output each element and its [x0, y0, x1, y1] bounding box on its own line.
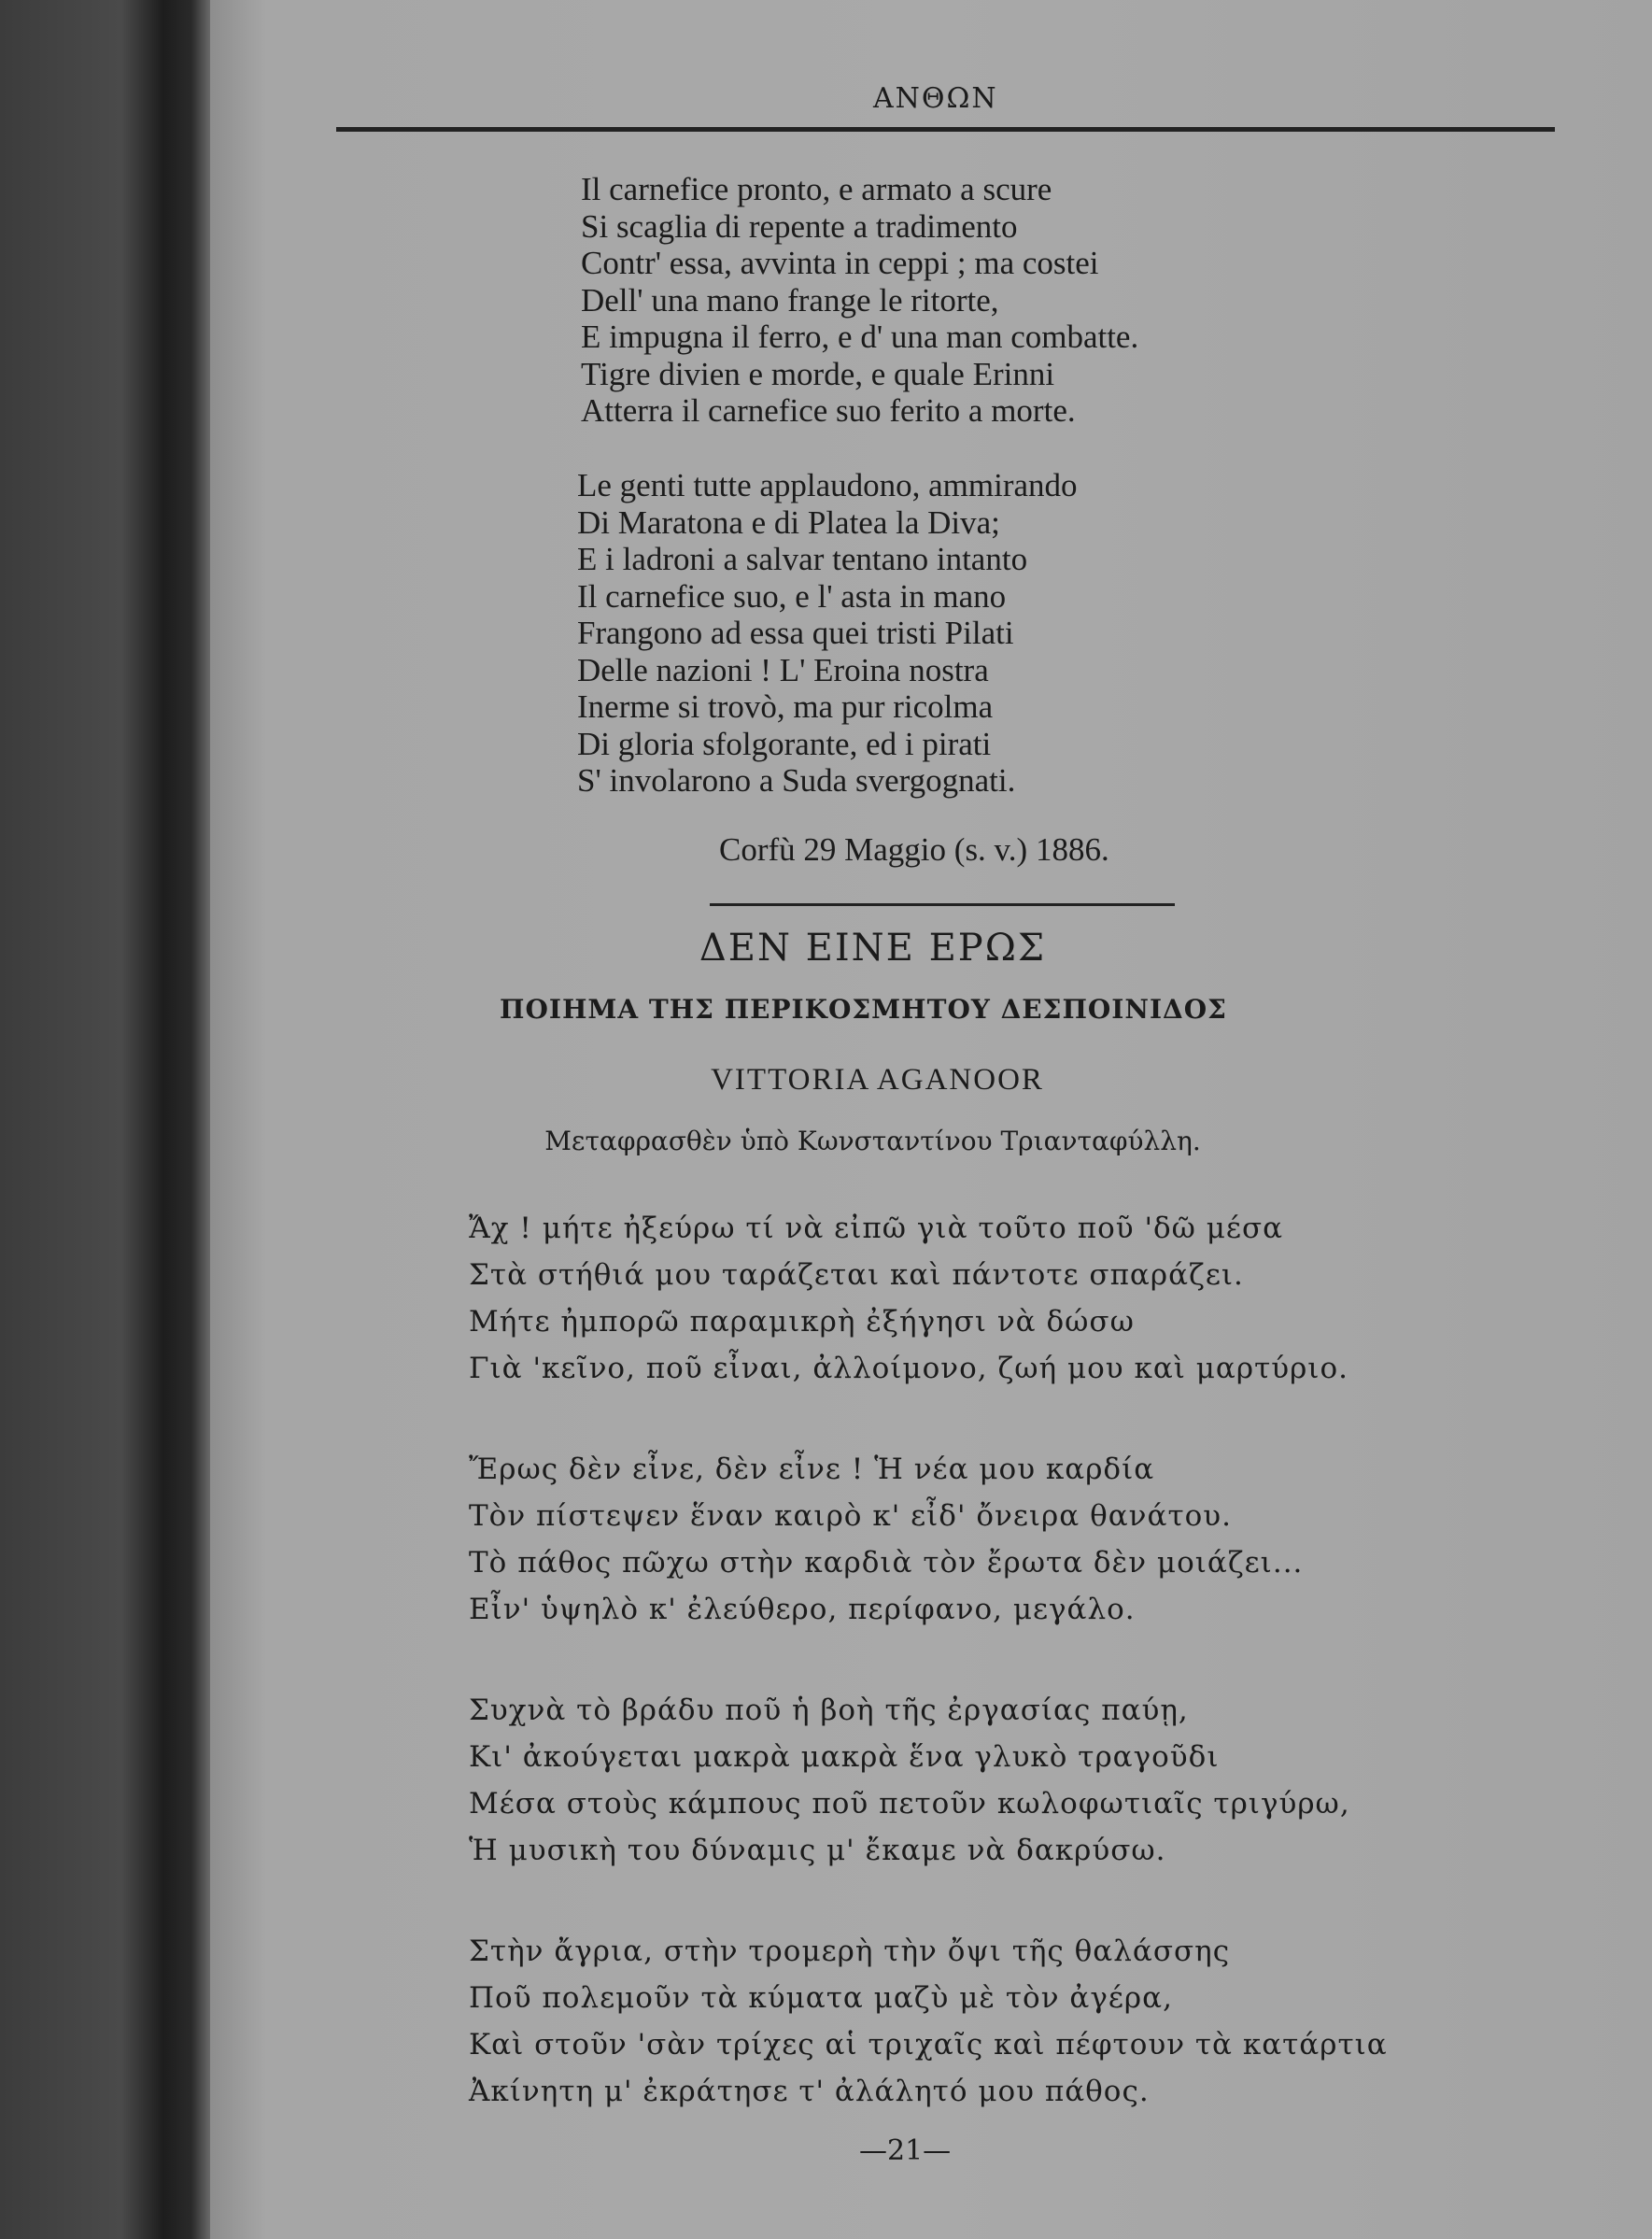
verse-line: Τὸ πάθος πῶχω στὴν καρδιὰ τὸν ἔρωτα δὲν μοιάζει... [469, 1546, 1304, 1580]
verse-line: Atterra il carnefice suo ferito a morte. [581, 392, 1076, 429]
greek-stanza-3 [469, 1687, 1350, 1874]
verse-line: Κι' ἀκούγεται μακρὰ μακρὰ ἕνα γλυκὸ τραγοῦδι [469, 1740, 1220, 1774]
verse-line: Ἀκίνητη μ' ἐκράτησε τ' ἀλάλητό μου πάθος. [469, 2075, 1150, 2108]
verse-line: Καὶ στοῦν 'σὰν τρίχες αἱ τριχαῖς καὶ πέφτουν τὰ κατάρτια [469, 2028, 1388, 2062]
section-divider [710, 903, 1175, 906]
verse-line: Μέσα στοὺς κάμπους ποῦ πετοῦν κωλοφωτιαῖς τριγύρω, [469, 1787, 1350, 1821]
verse-line: Il carnefice pronto, e armato a scure [581, 171, 1052, 207]
verse-line: Dell' una mano frange le ritorte, [581, 281, 999, 319]
italian-stanza-1 [581, 171, 1138, 430]
verse-line: Tigre divien e morde, e quale Erinni [581, 355, 1055, 392]
verse-line: Contr' essa, avvinta in ceppi ; ma costei [581, 245, 1099, 281]
verse-line: Συχνὰ τὸ βράδυ ποῦ ἡ βοὴ τῆς ἐργασίας παύῃ, [469, 1693, 1189, 1727]
verse-line: Il carnefice suo, e l' asta in mano [577, 577, 1007, 615]
verse-line: Inerme si trovò, ma pur ricolma [577, 688, 994, 725]
verse-line: Ἔρως δὲν εἶνε, δὲν εἶνε ! Ἡ νέα μου καρδία [469, 1453, 1155, 1486]
running-title: ΑΝΘΩΝ [873, 82, 998, 115]
verse-line: Τὸν πίστεψεν ἕναν καιρὸ κ' εἶδ' ὄνειρα θανάτου. [469, 1499, 1232, 1533]
dateline: Corfù 29 Maggio (s. v.) 1886. [719, 831, 1109, 868]
verse-line: Στὴν ἄγρια, στὴν τρομερὴ τὴν ὄψι τῆς θαλάσσης [469, 1934, 1231, 1968]
page-number: —21— [859, 2134, 952, 2167]
verse-line: Γιὰ 'κεῖνο, ποῦ εἶναι, ἀλλοίμονο, ζωή μου καὶ μαρτύριο. [469, 1352, 1348, 1385]
verse-line: Εἶν' ὑψηλὸ κ' ἐλεύθερο, περίφανο, μεγάλο. [469, 1593, 1136, 1626]
poem-title: ΔΕΝ ΕΙΝΕ ΕΡΩΣ [699, 927, 1047, 970]
verse-line: Le genti tutte applaudono, ammirando [577, 467, 1078, 503]
verse-line: E i ladroni a salvar tentano intanto [577, 541, 1028, 577]
header-rule [336, 127, 1555, 132]
greek-stanza-4 [469, 1928, 1388, 2115]
poem-subtitle: ΠΟΙΗΜΑ ΤΗΣ ΠΕΡΙΚΟΣΜΗΤΟΥ ΔΕΣΠΟΙΝΙΔΟΣ [500, 994, 1227, 1025]
verse-line: Di gloria sfolgorante, ed i pirati [577, 725, 992, 762]
italian-stanza-2 [577, 467, 1078, 800]
verse-line: Μήτε ἠμπορῶ παραμικρὴ ἐξήγησι νὰ δώσω [469, 1305, 1135, 1339]
verse-line: Di Maratona e di Platea la Diva; [577, 503, 1000, 541]
verse-line: Στὰ στήθιά μου ταράζεται καὶ πάντοτε σπαράζει. [469, 1258, 1244, 1292]
greek-stanza-1 [469, 1205, 1348, 1392]
verse-line: Frangono ad essa quei tristi Pilati [577, 615, 1014, 651]
verse-line: Si scaglia di repente a tradimento [581, 207, 1018, 245]
verse-line: Ἡ μυσικὴ του δύναμις μ' ἔκαμε νὰ δακρύσω. [469, 1834, 1166, 1867]
greek-stanza-2 [469, 1446, 1303, 1633]
verse-line: E impugna il ferro, e d' una man combatte. [581, 319, 1139, 355]
verse-line: Ποῦ πολεμοῦν τὰ κύματα μαζὺ μὲ τὸν ἀγέρα, [469, 1981, 1173, 2015]
verse-line: Delle nazioni ! L' Eroina nostra [577, 651, 989, 688]
verse-line: S' involarono a Suda svergognati. [577, 762, 1016, 799]
binding-shadow [0, 0, 210, 2239]
poem-author: VITTORIA AGANOOR [711, 1063, 1044, 1097]
verse-line: Ἄχ ! μήτε ἠξεύρω τί νὰ εἰπῶ γιὰ τοῦτο ποῦ 'δῶ μέσα [469, 1212, 1284, 1245]
translator-credit: Μεταφρασθὲν ὑπὸ Κωνσταντίνου Τριανταφύλλη. [544, 1126, 1201, 1156]
